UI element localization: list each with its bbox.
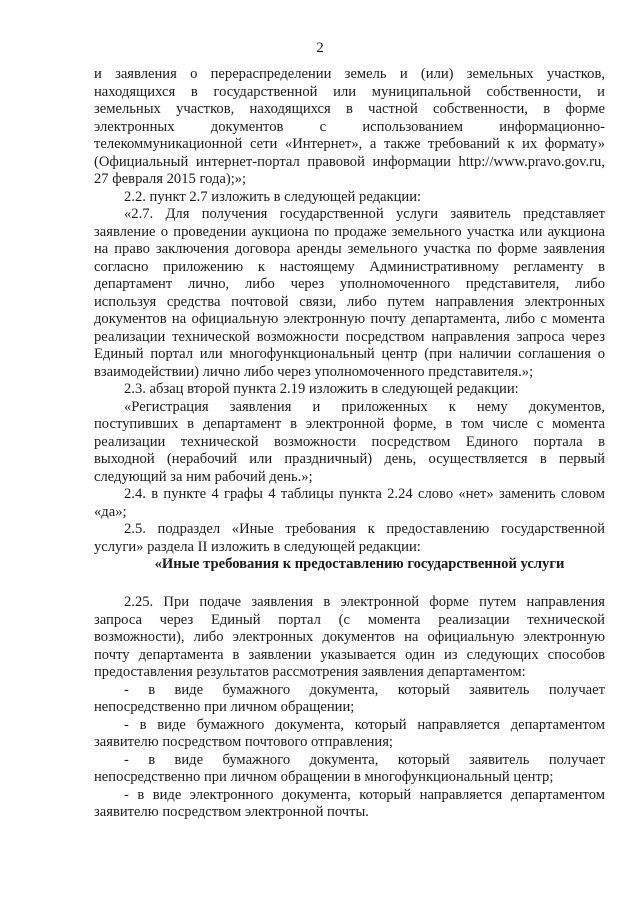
text-line: электронных документов с использованием информационно- xyxy=(94,118,605,135)
paragraph-2-5 xyxy=(94,521,605,556)
text-line: документов на официальную электронную почту департамента, либо с момента xyxy=(94,311,605,327)
text-line: следующий за ним рабочий день.»; xyxy=(94,468,313,485)
paragraph-registration-quote xyxy=(94,399,605,487)
text-line: находящихся в государственной или муниципальной собственности, и xyxy=(94,83,605,100)
paragraph-2-4 xyxy=(94,486,605,521)
text-line: выходной (нерабочий или праздничный) день, осуществляется в первый xyxy=(94,451,605,467)
text-line: «2.7. Для получения государственной услуги заявитель представляет xyxy=(124,206,605,222)
paragraph-intro-continuation xyxy=(94,66,605,189)
text-line: «да»; xyxy=(94,503,127,520)
section-heading xyxy=(94,556,605,574)
text-line: согласно приложению к настоящему Административному регламенту в xyxy=(94,258,605,275)
text-line: почту департамента в заявлении указывается один из следующих способов xyxy=(94,646,605,663)
text-line: запроса через Единый портал (с момента реализации технической xyxy=(94,611,605,628)
paragraph-2-2 xyxy=(94,189,605,207)
text-line: реализации технической возможности посредством направления запроса через xyxy=(94,328,605,345)
text-line: «Регистрация заявления и приложенных к нему документов, xyxy=(124,398,605,415)
text-line: заявление о проведении аукциона по продаже земельного участка или аукциона xyxy=(94,223,605,240)
text-line: непосредственно при личном обращении в многофункциональный центр; xyxy=(94,769,554,785)
text-line: 2.5. подраздел «Иные требования к предоставлению государственной xyxy=(124,521,605,537)
text-line: и заявления о перераспределении земель и (или) земельных участков, xyxy=(94,66,605,82)
paragraph-2-3 xyxy=(94,381,605,399)
text-line: - в виде бумажного документа, который заявитель получает xyxy=(124,681,605,698)
text-line: Единый портал или многофункциональный центр (при наличии соглашения о xyxy=(94,346,605,362)
text-line: заявителю посредством электронной почты. xyxy=(94,804,369,820)
text-line: (Официальный интернет-портал правовой информации http://www.pravo.gov.ru, xyxy=(94,153,605,170)
text-line: 2.3. абзац второй пункта 2.19 изложить в следующей редакции: xyxy=(124,381,519,397)
text-line: услуги» раздела II изложить в следующей редакции: xyxy=(94,538,421,555)
list-item-option-3 xyxy=(94,752,605,787)
text-line: 2.2. пункт 2.7 изложить в следующей редакции: xyxy=(124,188,422,205)
page-number: 2 xyxy=(316,40,324,56)
text-line: - в виде бумажного документа, который заявитель получает xyxy=(124,751,605,768)
text-line: предоставления результатов рассмотрения заявления департаментом: xyxy=(94,664,526,680)
paragraph-2-25 xyxy=(94,594,605,682)
paragraph-2-7-quote xyxy=(94,206,605,381)
text-line: используя средства почтовой связи, либо путем направления электронных xyxy=(94,293,605,310)
text-line: 2.4. в пункте 4 графы 4 таблицы пункта 2.24 слово «нет» заменить словом xyxy=(124,486,605,502)
text-line: заявителю посредством почтового отправления; xyxy=(94,734,393,750)
text-line: департамент лично, либо через уполномоченного представителя, либо xyxy=(94,276,605,292)
list-item-option-2 xyxy=(94,717,605,752)
list-item-option-1 xyxy=(94,682,605,717)
text-line: телекоммуникационной сети «Интернет», а также требований к их формату» xyxy=(94,136,605,152)
text-line: возможности), либо электронных документов на официальную электронную xyxy=(94,629,605,645)
list-item-option-4 xyxy=(94,787,605,822)
text-line: земельных участков, находящихся в частной собственности, в форме xyxy=(94,101,605,117)
text-line: на право заключения договора аренды земельного участка по форме заявления xyxy=(94,241,605,257)
text-line: реализации технической возможности посредством Единого портала в xyxy=(94,433,605,450)
text-line: непосредственно при личном обращении; xyxy=(94,699,355,715)
text-line: поступивших в департамент в электронной форме, в том числе с момента xyxy=(94,416,605,432)
text-line: 27 февраля 2015 года);»; xyxy=(94,171,247,187)
text-line: взаимодействии) лично либо через уполномоченного представителя.»; xyxy=(94,363,534,380)
text-line: 2.25. При подаче заявления в электронной форме путем направления xyxy=(124,594,605,610)
text-line: - в виде бумажного документа, который направляется департаментом xyxy=(124,716,605,733)
text-line: - в виде электронного документа, который направляется департаментом xyxy=(124,786,605,803)
heading-line: «Иные требования к предоставлению государственной услуги xyxy=(154,556,565,572)
